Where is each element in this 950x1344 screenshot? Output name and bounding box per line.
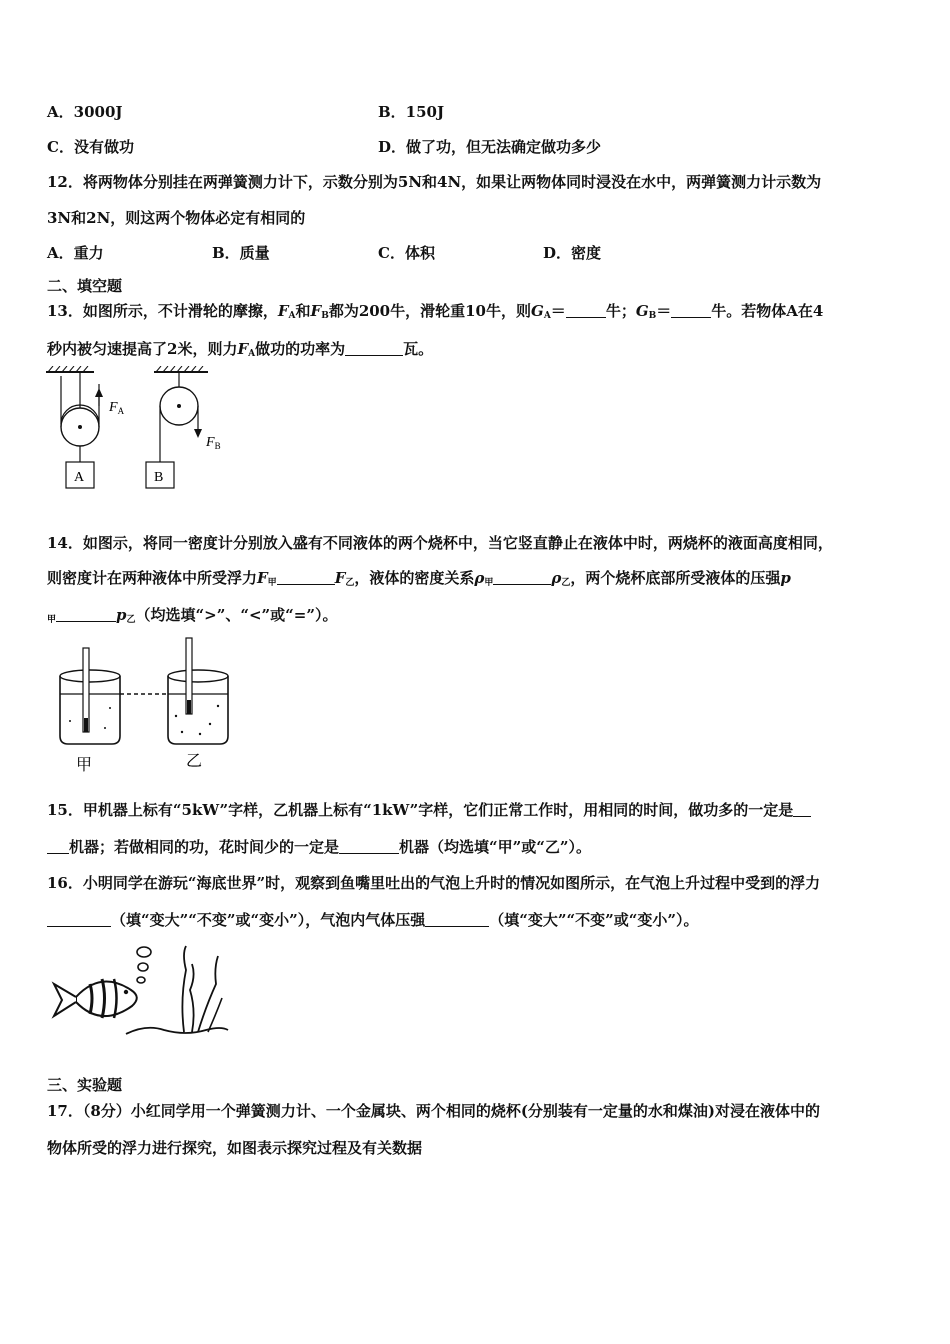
fish-eye	[124, 990, 128, 994]
q11-option-a: A．3000J	[47, 103, 123, 121]
beaker-right	[168, 676, 228, 744]
blank-power[interactable]	[345, 341, 403, 356]
q15-line1: 15．甲机器上标有“5kW”字样，乙机器上标有“1kW”字样，它们正常工作时，用相同的时间，做功多的一定是	[47, 800, 811, 820]
blank-gas-pressure[interactable]	[425, 912, 489, 927]
q15-line2: 机器；若做相同的功，花时间少的一定是 机器（均选填“甲”或“乙”）。	[47, 837, 591, 857]
q12-option-c: C．体积	[378, 244, 435, 262]
q12-option-a: A．重力	[47, 244, 104, 262]
fish-tail	[54, 984, 76, 1016]
blank-ga[interactable]	[566, 303, 606, 318]
label-jia: 甲	[76, 757, 93, 774]
bubble-small	[137, 977, 145, 983]
q12-option-b: B．质量	[212, 244, 270, 262]
blank-pressure[interactable]	[56, 607, 116, 622]
q12-option-d: D．密度	[543, 244, 602, 262]
bubble-medium	[138, 963, 148, 971]
q11-option-c: C．没有做功	[47, 138, 134, 156]
q17-line1: 17．（8分）小红同学用一个弹簧测力计、一个金属块、两个相同的烧杯(分别装有一定量的水和煤油)对浸在液体中的	[47, 1102, 821, 1120]
block-b-label: B	[154, 470, 164, 485]
blank-buoyancy[interactable]	[47, 912, 111, 927]
seaweed-1	[182, 946, 186, 1032]
label-fb: $F_B$	[206, 435, 221, 451]
label-fa: $F_A$	[109, 400, 125, 416]
q17-line2: 物体所受的浮力进行探究，如图表示探究过程及有关数据	[47, 1139, 423, 1157]
section-title-experiment: 三、实验题	[47, 1076, 123, 1094]
q16-line2: （填“变大”“不变”或“变小”），气泡内气体压强 （填“变大”“不变”或“变小”）。	[47, 910, 699, 930]
q14-line2: 则密度计在两种液体中所受浮力$F_甲$ $F_乙$，液体的密度关系$\rho_甲$ $\rho_乙$，两个烧杯底部所受液体的压强p	[47, 569, 791, 588]
pulley-figure	[40, 366, 240, 496]
block-a-label: A	[74, 470, 85, 485]
q13-line2: 秒内被匀速提高了2米，则力$F_A$做功的功率为 瓦。	[47, 340, 434, 359]
beaker-left	[60, 676, 120, 744]
q12-line1: 12．将两物体分别挂在两弹簧测力计下，示数分别为5N和4N，如果让两物体同时浸没在水中，两弹簧测力计示数为	[47, 173, 822, 191]
q11-option-d: D．做了功，但无法确定做功多少	[378, 138, 602, 156]
q13-line1: 13．如图所示，不计滑轮的摩擦，$F_A$和$F_B$都为200牛，滑轮重10牛，则$G_A=$ 牛；$G_B=$ 牛。若物体A在4	[47, 302, 824, 321]
q11-option-b: B．150J	[378, 103, 445, 121]
blank-less-time[interactable]	[339, 839, 399, 854]
section-title-fill-in: 二、填空题	[47, 277, 123, 295]
q14-line3: $_甲$ $p_乙$（均选填“>”、“<”或“=”）。	[47, 606, 338, 625]
q14-line1: 14．如图示，将同一密度计分别放入盛有不同液体的两个烧杯中，当它竖直静止在液体中时，两烧杯的液面高度相同，	[47, 534, 833, 552]
blank-more-work[interactable]	[47, 839, 69, 854]
fish-figure	[46, 940, 236, 1045]
blank-force[interactable]	[277, 570, 335, 585]
beaker-figure	[50, 636, 230, 776]
bubble-large	[137, 947, 151, 957]
q16-line1: 16．小明同学在游玩“海底世界”时，观察到鱼嘴里吐出的气泡上升时的情况如图所示，在气泡上升过程中受到的浮力	[47, 874, 821, 892]
seaweed-2	[198, 956, 218, 1032]
blank-gb[interactable]	[671, 303, 711, 318]
label-yi: 乙	[186, 753, 203, 770]
fish-body	[76, 981, 137, 1016]
q12-line2: 3N和2N，则这两个物体必定有相同的	[47, 209, 306, 227]
blank-density[interactable]	[493, 570, 551, 585]
seabed	[126, 1028, 228, 1034]
